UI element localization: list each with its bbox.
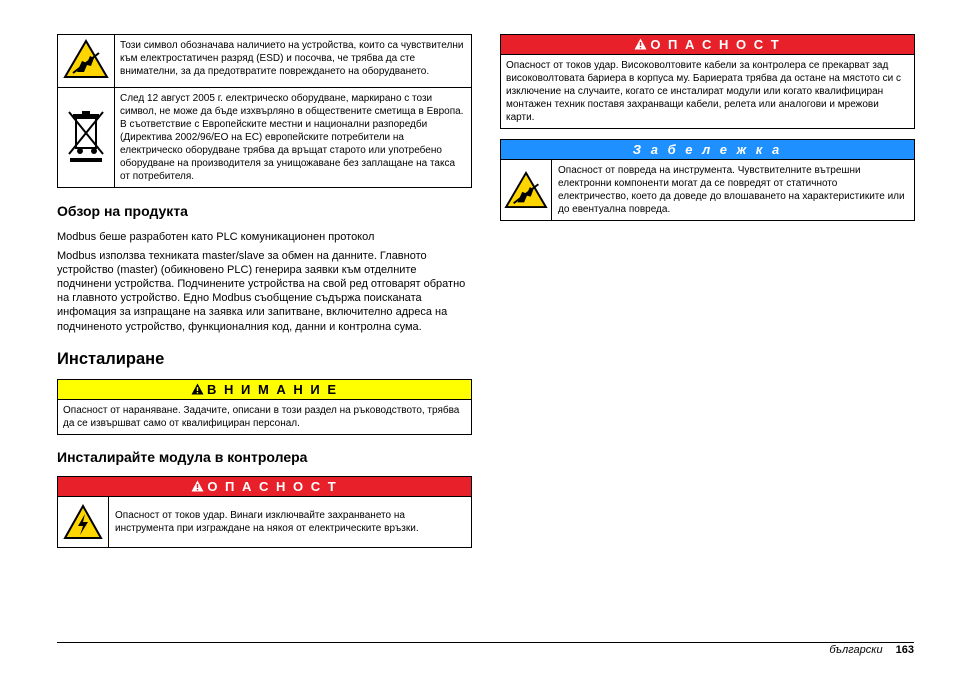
- warning-header: [58, 380, 471, 400]
- note-row: [501, 160, 914, 220]
- note-text: Опасност от повреда на инструмента. Чувствителните вътрешни електронни компоненти могат да се повредят от статичното електричество, което да доведе до влошаването на характеристиките или до евентуална повреда.: [558, 165, 905, 215]
- danger-header: [501, 35, 914, 55]
- right-column: [500, 34, 914, 221]
- warning-triangle-icon: [634, 38, 647, 50]
- electric-shock-icon: [63, 504, 103, 540]
- warning-triangle-icon: [191, 480, 204, 492]
- warning-box: [57, 379, 472, 435]
- danger-text: Опасност от токов удар. Високоволтовите кабели за контролера се прекарват зад високоволтовата бариера в корпуса му. Бариерата трябва да остане на мястото си с изключение на случаите, когато се инсталират модули или когато квалифициран монтажен техник поставя захранващи кабели, релета или аналогови и мрежови карти.: [506, 60, 901, 123]
- overview-heading: Обзор на продукта: [57, 203, 188, 219]
- page-number: 163: [895, 644, 914, 656]
- danger-label: О П А С Н О С Т: [207, 478, 338, 494]
- warning-label: В Н И М А Н И Е: [206, 381, 339, 397]
- weee-icon-cell: [58, 88, 115, 188]
- table-row: [58, 35, 472, 88]
- left-column: [57, 34, 472, 548]
- danger-box-hv: [500, 34, 915, 129]
- overview-paragraph-2: Modbus използва техниката master/slave за обмен на данните. Главното устройство (master) (обикновено PLC) генерира заявки към отделните подчинени устройства. Подчинените устройства на свой ред отговарят обратно на главното устройство. Едно Modbus съобщение съдържа поисканата инфомация за изпращане на заявка или запитване, включително адреса на подчиненото устройство, функционалния код, данни и контролна сума.: [57, 250, 466, 333]
- danger-header: [58, 477, 471, 497]
- install-module-heading: Инсталирайте модула в контролера: [57, 448, 308, 465]
- weee-bin-icon: [63, 108, 109, 164]
- danger-label: О П А С Н О С Т: [650, 37, 781, 52]
- overview-paragraph-1: Modbus беше разработен като PLC комуникационен протокол: [57, 231, 375, 243]
- electric-shock-icon-cell: [58, 497, 109, 547]
- footer-divider: [57, 642, 914, 643]
- danger-text: Опасност от токов удар. Винаги изключвайте захранването на инструмента при изграждане на някоя от електрическите връзки.: [115, 509, 419, 534]
- warning-text: Опасност от нараняване. Задачите, описани в този раздел на ръководството, трябва да се извършват само от квалифициран персонал.: [63, 404, 460, 429]
- danger-row: [58, 497, 471, 547]
- weee-description: След 12 август 2005 г. електрическо оборудване, маркирано с този символ, не може да бъде изхвърляно в обществените сметища в Европа. В съответствие с Европейските местни и национални разпоредби (Директива 2002/96/EO на EC) европейските потребители на електрическо оборудване трябва да връщат старото или употребено оборудване на производителя за унищожаване без заплащане на такса от потребителя.: [115, 88, 472, 188]
- esd-icon-cell: [58, 35, 115, 88]
- symbols-table: [57, 34, 472, 188]
- danger-box-install: [57, 476, 472, 548]
- footer-language: български: [829, 644, 883, 656]
- note-box: [500, 139, 915, 221]
- page-footer: [829, 644, 914, 656]
- esd-icon-cell: [501, 160, 552, 220]
- install-heading: Инсталиране: [57, 349, 165, 368]
- esd-description: Този символ обозначава наличието на устройства, които са чувствителни към електростатичен разряд (ESD) и посочва, че трябва да сте внимателни, за да предотвратите повреждането на оборудването.: [115, 35, 472, 88]
- esd-icon: [504, 171, 548, 209]
- note-header: З а б е л е ж к а: [501, 140, 914, 160]
- warning-triangle-icon: [191, 383, 204, 395]
- table-row: [58, 88, 472, 188]
- esd-icon: [63, 39, 109, 79]
